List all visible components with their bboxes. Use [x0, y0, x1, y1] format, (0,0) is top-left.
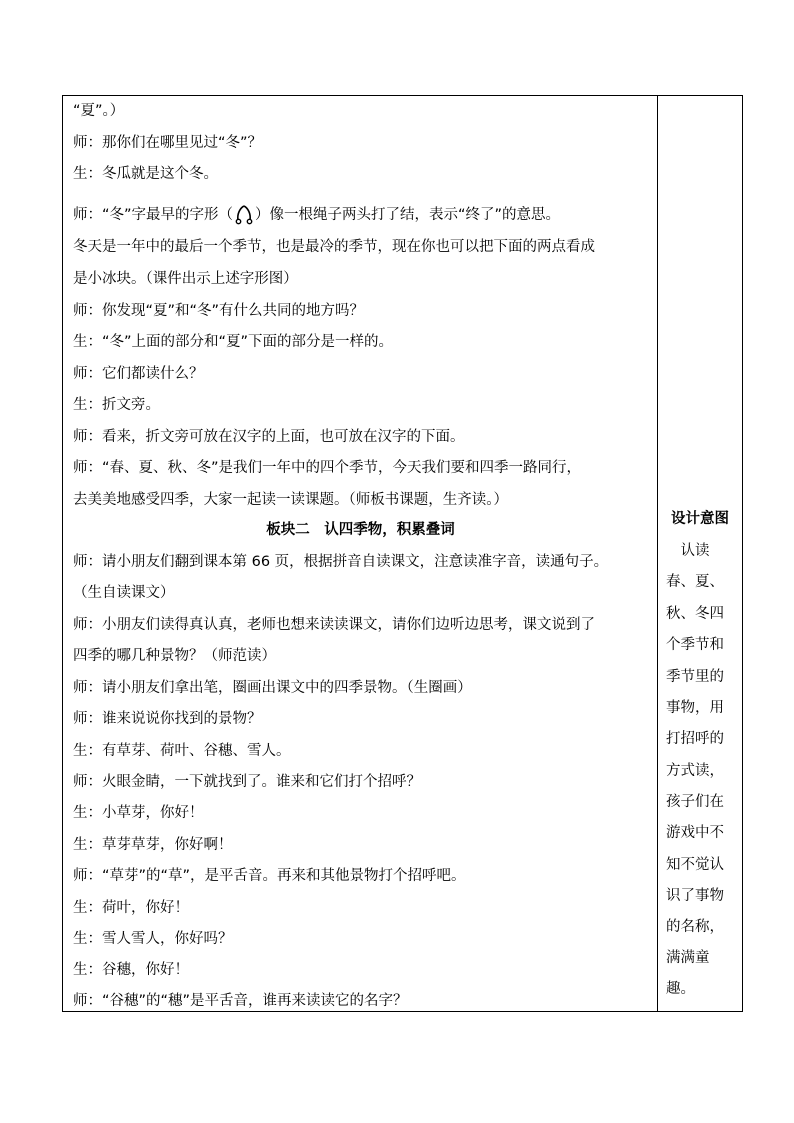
dialogue-line: 师：请小朋友们拿出笔，圈画出课文中的四季景物。（生圈画）	[73, 680, 472, 696]
dialogue-line: 去美美地感受四季，大家一起读一读课题。（师板书课题，生齐读。）	[73, 492, 508, 508]
design-intent-line: 秋、冬四	[666, 606, 724, 622]
design-intent-line: 游戏中不	[666, 825, 724, 841]
design-intent-line: 季节里的	[666, 669, 724, 685]
dialogue-line: 生：草芽草芽，你好啊！	[73, 837, 233, 853]
design-intent-line: 满满童	[666, 950, 710, 966]
design-intent-line: 春、夏、	[666, 574, 724, 590]
dialogue-line-with-glyph	[73, 204, 653, 226]
lesson-table	[62, 95, 743, 1012]
dialogue-line: 师：“春、夏、秋、冬”是我们一年中的四个季节，今天我们要和四季一路同行，	[73, 460, 582, 476]
section-heading: 板块二 认四季物，积累叠词	[266, 522, 455, 538]
dialogue-line: 师：谁来说说你找到的景物？	[73, 711, 262, 727]
design-intent-line: 认读	[666, 543, 710, 559]
design-intent-line: 的名称，	[666, 919, 724, 935]
dialogue-line: 师：火眼金睛，一下就找到了。谁来和它们打个招呼？	[73, 774, 421, 790]
dialogue-line: 师：你发现“夏”和“冬”有什么共同的地方吗？	[73, 303, 365, 319]
design-intent-line: 事物，用	[666, 700, 724, 716]
glyph-line-before: 师：“冬”字最早的字形（	[73, 207, 234, 223]
design-intent-line: 孩子们在	[666, 794, 724, 810]
design-intent-line: 识了事物	[666, 888, 724, 904]
design-intent-column	[658, 96, 742, 1011]
dialogue-line: 师：它们都读什么？	[73, 366, 204, 382]
design-intent-line: 打招呼的	[666, 731, 724, 747]
dialogue-line: 生：有草芽、荷叶、谷穗、雪人。	[73, 743, 291, 759]
dialogue-line: “夏”。）	[73, 103, 125, 119]
dialogue-line: 师：“草芽”的“草”，是平舌音。再来和其他景物打个招呼吧。	[73, 868, 466, 884]
dialogue-line: 生：“冬”上面的部分和“夏”下面的部分是一样的。	[73, 334, 394, 350]
design-intent-title: 设计意图	[671, 511, 729, 527]
dialogue-line: 生：雪人雪人，你好吗？	[73, 931, 233, 947]
dialogue-line: 师：请小朋友们翻到课本第 66 页，根据拼音自读课文，注意读准字音，读通句子。	[73, 554, 609, 570]
dialogue-line: 生：冬瓜就是这个冬。	[73, 166, 218, 182]
dialogue-line: 师：那你们在哪里见过“冬”？	[73, 135, 263, 151]
design-intent-line: 趣。	[666, 981, 695, 997]
dialogue-line: 冬天是一年中的最后一个季节，也是最冷的季节，现在你也可以把下面的两点看成	[73, 239, 595, 255]
dialogue-line: 师：“谷穗”的“穗”是平舌音，谁再来读读它的名字？	[73, 993, 408, 1009]
design-intent-line: 知不觉认	[666, 857, 724, 873]
dialogue-line: 生：谷穗，你好！	[73, 962, 189, 978]
glyph-line-after: ）像一根绳子两头打了结，表示“终了”的意思。	[255, 207, 561, 223]
dialogue-line: 四季的哪几种景物？（师范读）	[73, 648, 276, 664]
design-intent-line: 个季节和	[666, 637, 724, 653]
ancient-dong-glyph-icon	[234, 204, 254, 226]
dialogue-line: 是小冰块。（课件出示上述字形图）	[73, 271, 298, 287]
dialogue-line: 生：小草芽，你好！	[73, 805, 204, 821]
dialogue-line: 生：荷叶，你好！	[73, 900, 189, 916]
dialogue-line: 师：看来，折文旁可放在汉字的上面，也可放在汉字的下面。	[73, 429, 465, 445]
design-intent-line: 方式读，	[666, 763, 724, 779]
dialogue-line: （生自读课文）	[73, 585, 175, 601]
lesson-dialogue-column	[63, 96, 658, 1011]
dialogue-line: 生：折文旁。	[73, 397, 160, 413]
dialogue-line: 师：小朋友们读得真认真，老师也想来读读课文，请你们边听边思考，课文说到了	[73, 617, 595, 633]
